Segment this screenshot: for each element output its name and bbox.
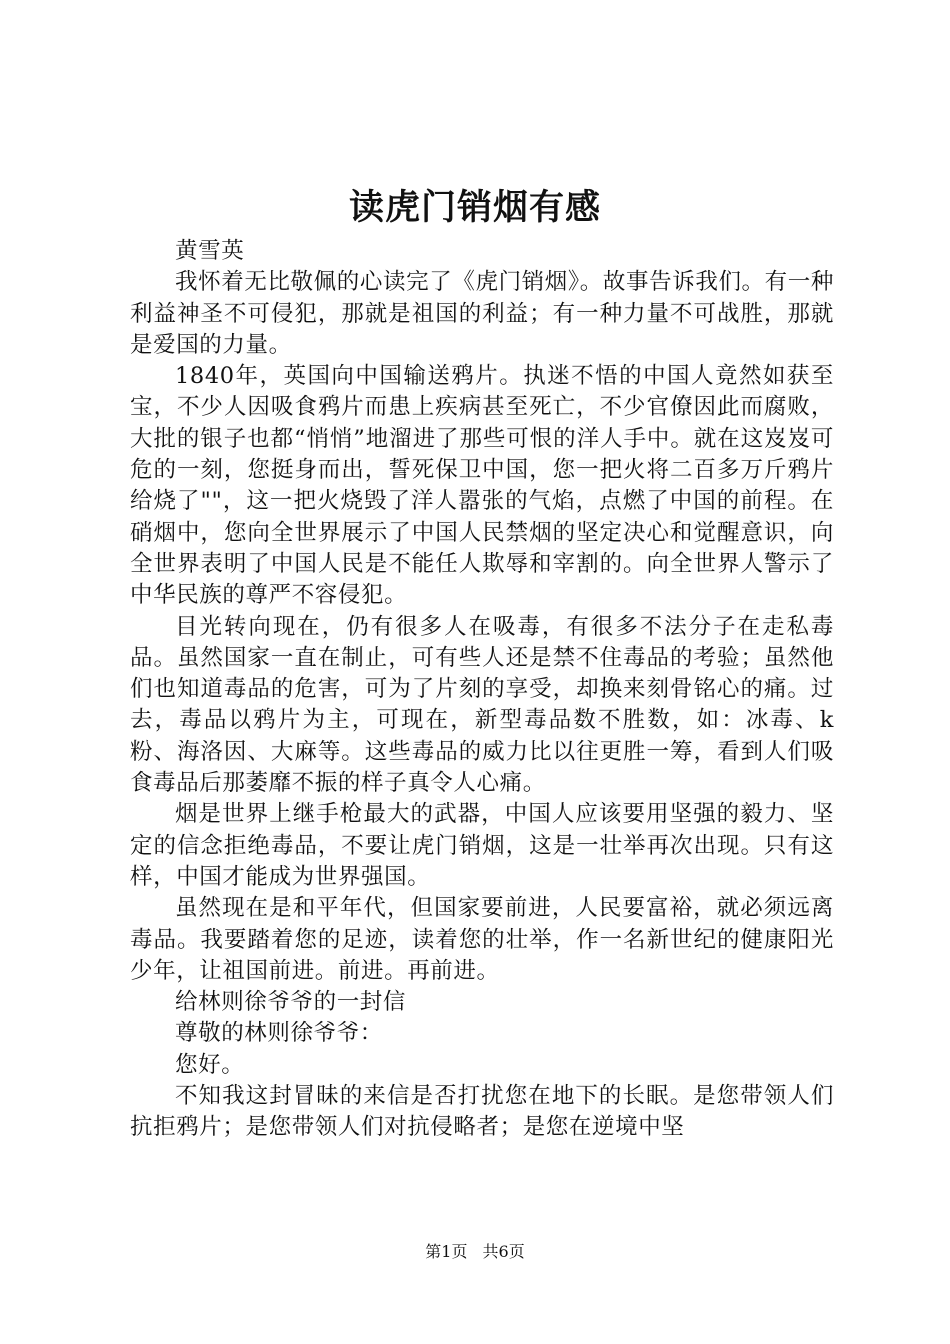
page-footer	[0, 1241, 950, 1263]
paragraph: 我怀着无比敬佩的心读完了《虎门销烟》。故事告诉我们。有一种利益神圣不可侵犯，那就是祖国的利益；有一种力量不可战胜，那就是爱国的力量。	[130, 269, 834, 358]
author-line: 黄雪英	[175, 238, 245, 264]
letter-greeting: 您好。	[175, 1051, 245, 1078]
paragraph: 烟是世界上继手枪最大的武器，中国人应该要用坚强的毅力、坚定的信念拒绝毒品，不要让虎门销烟，这是一壮举再次出现。只有这样，中国才能成为世界强国。	[130, 801, 834, 890]
paragraph: 目光转向现在，仍有很多人在吸毒，有很多不法分子在走私毒品。虽然国家一直在制止，可有些人还是禁不住毒品的考验；虽然他们也知道毒品的危害，可为了片刻的享受，却换来刻骨铭心的痛。过去，毒品以鸦片为主，可现在，新型毒品数不胜数，如：冰毒、k粉、海洛因、大麻等。这些毒品的威力比以往更胜一筹，看到人们吸食毒品后那萎靡不振的样子真令人心痛。	[130, 613, 834, 797]
document-title: 读虎门销烟有感	[348, 187, 601, 228]
letter-salutation: 尊敬的林则徐爷爷：	[175, 1020, 383, 1047]
document-body	[130, 236, 834, 1144]
paragraph: 不知我这封冒昧的来信是否打扰您在地下的长眠。是您带领人们抗拒鸦片；是您带领人们对抗侵略者；是您在逆境中坚	[130, 1083, 834, 1141]
page-total: 共6页	[482, 1242, 525, 1261]
paragraph: 1840年，英国向中国输送鸦片。执迷不悟的中国人竟然如获至宝，不少人因吸食鸦片而患上疾病甚至死亡，不少官僚因此而腐败，大批的银子也都“悄悄”地溜进了那些可恨的洋人手中。就在这岌岌可危的一刻，您挺身而出，誓死保卫中国，您一把火将二百多万斤鸦片给烧了""，这一把火烧毁了洋人嚣张的气焰，点燃了中国的前程。在硝烟中，您向全世界展示了中国人民禁烟的坚定决心和觉醒意识，向全世界表明了中国人民是不能任人欺辱和宰割的。向全世界人警示了中华民族的尊严不容侵犯。	[130, 363, 834, 609]
page-number: 第1页	[425, 1242, 468, 1261]
letter-heading: 给林则徐爷爷的一封信	[175, 989, 407, 1016]
paragraph: 虽然现在是和平年代，但国家要前进，人民要富裕，就必须远离毒品。我要踏着您的足迹，读着您的壮举，作一名新世纪的健康阳光少年，让祖国前进。前进。再前进。	[130, 895, 834, 984]
